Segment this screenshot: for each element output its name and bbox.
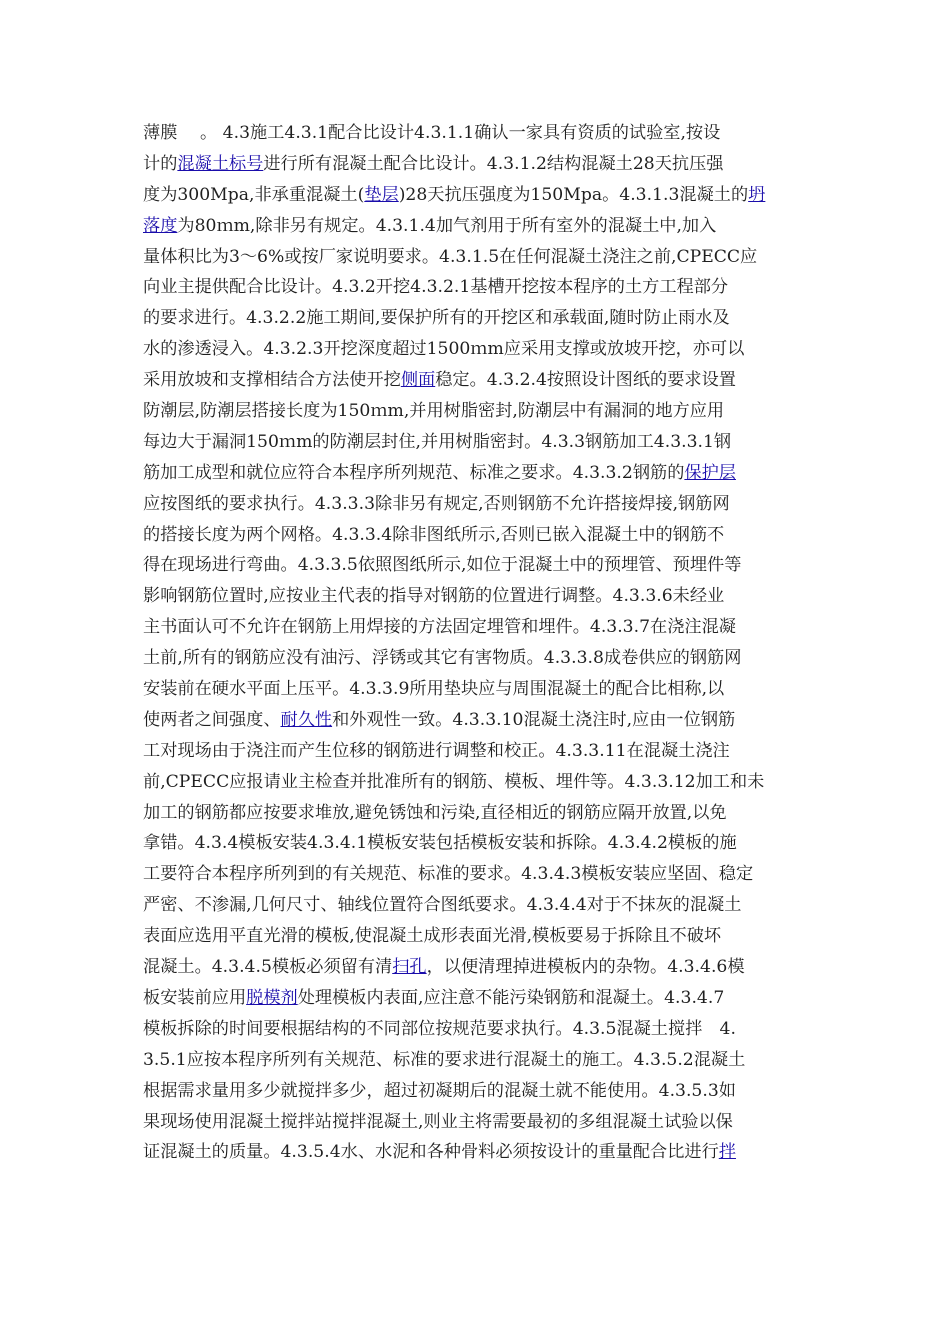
text-segment: 处理模板内表面,应注意不能污染钢筋和混凝土。4.3.4.7 — [297, 987, 725, 1008]
text-segment: 的搭接长度为两个网格。4.3.3.4除非图纸所示,否则已嵌入混凝土中的钢筋不 — [143, 524, 725, 545]
text-segment: 模板拆除的时间要根据结构的不同部位按规范要求执行。4.3.5混凝土搅拌 4. — [143, 1018, 736, 1039]
text-line — [143, 520, 811, 551]
text-segment: 得在现场进行弯曲。4.3.3.5依照图纸所示,如位于混凝土中的预埋管、预埋件等 — [143, 555, 742, 576]
text-segment: 向业主提供配合比设计。4.3.2开挖4.3.2.1基槽开挖按本程序的土方工程部分 — [143, 277, 729, 298]
inline-link[interactable]: 垫层 — [364, 184, 399, 205]
text-line — [143, 859, 811, 890]
text-line — [143, 118, 811, 149]
text-segment: 计的 — [143, 153, 178, 174]
text-line — [143, 643, 811, 674]
text-segment: 防潮层,防潮层搭接长度为150ｍm,并用树脂密封,防潮层中有漏洞的地方应用 — [143, 401, 725, 422]
inline-link[interactable]: 保护层 — [684, 462, 736, 483]
text-segment: 稳定。4.3.2.4按照设计图纸的要求设置 — [435, 370, 736, 391]
text-line — [143, 242, 811, 273]
text-line — [143, 427, 811, 458]
text-line — [143, 1107, 811, 1138]
text-line — [143, 303, 811, 334]
text-line — [143, 1076, 811, 1107]
text-line — [143, 458, 811, 489]
text-segment: 进行所有混凝土配合比设计。4.3.1.2结构混凝土28天抗压强 — [263, 153, 724, 174]
text-segment: )28天抗压强度为150Mpa。4.3.1.3混凝土的 — [398, 184, 749, 205]
text-segment: 混凝土。4.3.4.5模板必须留有清 — [143, 957, 393, 978]
text-line — [143, 581, 811, 612]
text-line — [143, 921, 811, 952]
text-segment: 土前,所有的钢筋应没有油污、浮锈或其它有害物质。4.3.3.8成卷供应的钢筋网 — [143, 648, 742, 669]
text-segment: 证混凝土的质量。4.3.5.4水、水泥和各种骨料必须按设计的重量配合比进行 — [143, 1142, 719, 1163]
inline-link[interactable]: 坍 — [748, 184, 766, 205]
text-line — [143, 736, 811, 767]
inline-link[interactable]: 扫孔 — [392, 957, 427, 978]
text-segment: 工要符合本程序所列到的有关规范、标准的要求。4.3.4.3模板安装应坚固、稳定 — [143, 864, 754, 885]
inline-link[interactable]: 落度 — [143, 215, 178, 236]
text-segment: 拿错。4.3.4模板安装4.3.4.1模板安装包括模板安装和拆除。4.3.4.2模板的施 — [143, 833, 737, 854]
text-segment: 为80ｍm,除非另有规定。4.3.1.4加气剂用于所有室外的混凝土中,加入 — [177, 215, 717, 236]
text-line — [143, 798, 811, 829]
text-line — [143, 952, 811, 983]
text-line — [143, 149, 811, 180]
inline-link[interactable]: 侧面 — [400, 370, 436, 391]
text-segment: 每边大于漏洞150ｍm的防潮层封住,并用树脂密封。4.3.3钢筋加工4.3.3.1钢 — [143, 431, 732, 452]
text-segment: 板安装前应用 — [143, 987, 247, 1008]
text-segment: 表面应选用平直光滑的模板,使混凝土成形表面光滑,模板要易于拆除且不破坏 — [143, 926, 722, 947]
text-segment: 和外观性一致。4.3.3.10混凝土浇注时,应由一位钢筋 — [332, 709, 736, 730]
text-line — [143, 1137, 811, 1168]
text-line — [143, 705, 811, 736]
inline-link[interactable]: 耐久性 — [280, 709, 333, 730]
text-line — [143, 334, 811, 365]
text-line — [143, 767, 811, 798]
text-segment: ，以便清理掉进模板内的杂物。4.3.4.6模 — [426, 957, 745, 978]
document-body — [143, 118, 811, 1168]
text-segment: 工对现场由于浇注而产生位移的钢筋进行调整和校正。4.3.3.11在混凝土浇注 — [143, 740, 730, 761]
text-segment: 加工的钢筋都应按要求堆放,避免锈蚀和污染,直径相近的钢筋应隔开放置,以免 — [143, 802, 727, 823]
text-segment: 主书面认可不允许在钢筋上用焊接的方法固定埋管和埋件。4.3.3.7在浇注混凝 — [143, 617, 736, 638]
text-line — [143, 550, 811, 581]
text-line — [143, 612, 811, 643]
text-segment: 严密、不渗漏,几何尺寸、轴线位置符合图纸要求。4.3.4.4对于不抹灰的混凝土 — [143, 895, 742, 916]
text-line — [143, 983, 811, 1014]
text-line — [143, 890, 811, 921]
text-line — [143, 396, 811, 427]
text-segment: 采用放坡和支撑相结合方法使开挖 — [143, 370, 401, 391]
inline-link[interactable]: 拌 — [718, 1142, 736, 1163]
text-segment: 根据需求量用多少就搅拌多少，超过初凝期后的混凝土就不能使用。4.3.5.3如 — [143, 1080, 736, 1101]
inline-link[interactable]: 脱模剂 — [246, 987, 298, 1008]
text-segment: 前,CPECC应报请业主检查并批准所有的钢筋、模板、埋件等。4.3.3.12加工和未 — [143, 771, 765, 792]
text-line — [143, 828, 811, 859]
inline-link[interactable]: 混凝土标号 — [177, 153, 264, 174]
text-segment: 使两者之间强度、 — [143, 709, 281, 730]
text-segment: 筋加工成型和就位应符合本程序所列规范、标准之要求。4.3.3.2钢筋的 — [143, 462, 685, 483]
text-segment: 的要求进行。4.3.2.2施工期间,要保护所有的开挖区和承载面,随时防止雨水及 — [143, 308, 730, 329]
text-line — [143, 272, 811, 303]
text-segment: 果现场使用混凝土搅拌站搅拌混凝土,则业主将需要最初的多组混凝土试验以保 — [143, 1111, 733, 1132]
text-line — [143, 211, 811, 242]
text-segment: 影响钢筋位置时,应按业主代表的指导对钢筋的位置进行调整。4.3.3.6未经业 — [143, 586, 725, 607]
text-line — [143, 489, 811, 520]
text-line — [143, 180, 811, 211]
text-line — [143, 674, 811, 705]
text-line — [143, 1014, 811, 1045]
text-segment: 安装前在硬水平面上压平。4.3.3.9所用垫块应与周围混凝土的配合比相称,以 — [143, 679, 725, 700]
text-segment: 3.5.1应按本程序所列有关规范、标准的要求进行混凝土的施工。4.3.5.2混凝土 — [143, 1049, 746, 1070]
text-segment: 薄膜 。 4.3施工4.3.1配合比设计4.3.1.1确认一家具有资质的试验室,按设 — [143, 123, 721, 143]
text-segment: 度为300Mpa,非承重混凝土( — [143, 184, 365, 205]
text-segment: 水的渗透浸入。4.3.2.3开挖深度超过1500ｍm应采用支撑或放坡开挖，亦可以 — [143, 339, 745, 360]
text-segment: 应按图纸的要求执行。4.3.3.3除非另有规定,否则钢筋不允许搭接焊接,钢筋网 — [143, 493, 730, 514]
text-line — [143, 1045, 811, 1076]
text-segment: 量体积比为3～6%或按厂家说明要求。4.3.1.5在任何混凝土浇注之前,CPECC应 — [143, 246, 758, 267]
text-line — [143, 365, 811, 396]
